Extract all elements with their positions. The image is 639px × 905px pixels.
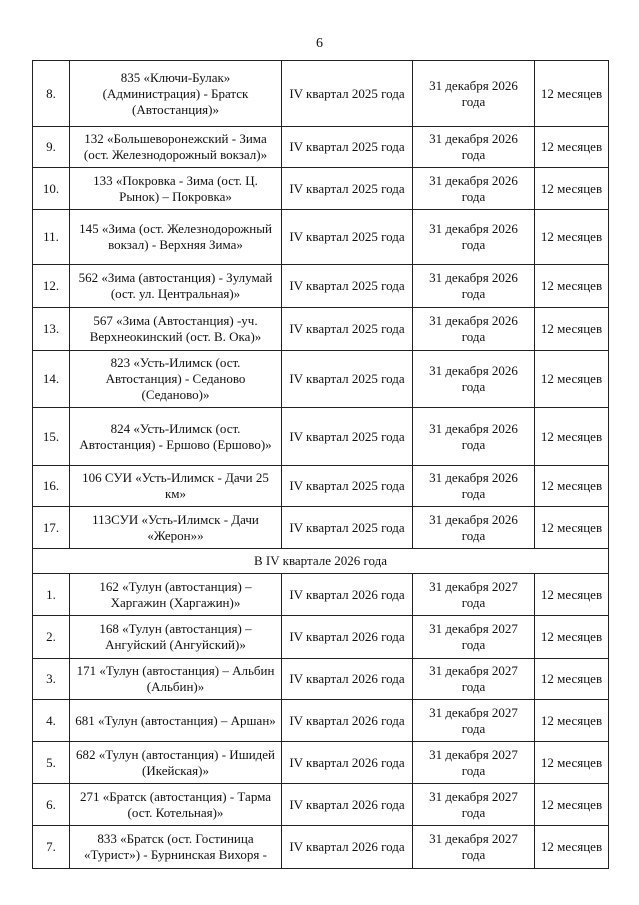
table-row <box>33 659 609 700</box>
deadline-cell: 31 декабря 2027 года <box>413 700 535 742</box>
deadline-cell: 31 декабря 2026 года <box>413 466 535 507</box>
table-row <box>33 265 609 308</box>
route-name: 133 «Покровка - Зима (ост. Ц. Рынок) – Покровка» <box>70 168 282 210</box>
row-number: 14. <box>33 351 70 408</box>
row-number: 7. <box>33 826 70 869</box>
quarter-cell: IV квартал 2025 года <box>282 127 413 168</box>
quarter-cell: IV квартал 2025 года <box>282 308 413 351</box>
deadline-cell: 31 декабря 2026 года <box>413 127 535 168</box>
route-name: 567 «Зима (Автостанция) -уч. Верхнеокинский (ост. В. Ока)» <box>70 308 282 351</box>
quarter-cell: IV квартал 2025 года <box>282 351 413 408</box>
route-name: 823 «Усть-Илимск (ост. Автостанция) - Седаново (Седаново)» <box>70 351 282 408</box>
route-name: 824 «Усть-Илимск (ост. Автостанция) - Ершово (Ершово)» <box>70 408 282 466</box>
route-name: 562 «Зима (автостанция) - Зулумай (ост. ул. Центральная)» <box>70 265 282 308</box>
deadline-cell: 31 декабря 2026 года <box>413 308 535 351</box>
quarter-cell: IV квартал 2026 года <box>282 700 413 742</box>
row-number: 1. <box>33 574 70 616</box>
route-name: 681 «Тулун (автостанция) – Аршан» <box>70 700 282 742</box>
row-number: 6. <box>33 784 70 826</box>
quarter-cell: IV квартал 2025 года <box>282 210 413 265</box>
row-number: 5. <box>33 742 70 784</box>
route-name: 271 «Братск (автостанция) - Тарма (ост. Котельная)» <box>70 784 282 826</box>
row-number: 11. <box>33 210 70 265</box>
term-cell: 12 месяцев <box>535 265 609 308</box>
deadline-cell: 31 декабря 2027 года <box>413 659 535 700</box>
routes-table <box>32 60 609 869</box>
route-name: 171 «Тулун (автостанция) – Альбин (Альбин)» <box>70 659 282 700</box>
route-name: 833 «Братск (ост. Гостиница «Турист») - Бурнинская Вихоря - <box>70 826 282 869</box>
row-number: 15. <box>33 408 70 466</box>
row-number: 2. <box>33 616 70 659</box>
deadline-cell: 31 декабря 2026 года <box>413 351 535 408</box>
quarter-cell: IV квартал 2025 года <box>282 466 413 507</box>
quarter-cell: IV квартал 2025 года <box>282 265 413 308</box>
route-name: 162 «Тулун (автостанция) – Харгажин (Харгажин)» <box>70 574 282 616</box>
table-row <box>33 574 609 616</box>
route-name: 835 «Ключи-Булак» (Администрация) - Братск (Автостанция)» <box>70 61 282 127</box>
term-cell: 12 месяцев <box>535 308 609 351</box>
row-number: 17. <box>33 507 70 549</box>
row-number: 9. <box>33 127 70 168</box>
term-cell: 12 месяцев <box>535 168 609 210</box>
table-row <box>33 826 609 869</box>
row-number: 8. <box>33 61 70 127</box>
table-row <box>33 742 609 784</box>
term-cell: 12 месяцев <box>535 700 609 742</box>
table-row <box>33 168 609 210</box>
row-number: 10. <box>33 168 70 210</box>
term-cell: 12 месяцев <box>535 466 609 507</box>
term-cell: 12 месяцев <box>535 351 609 408</box>
term-cell: 12 месяцев <box>535 127 609 168</box>
row-number: 13. <box>33 308 70 351</box>
row-number: 3. <box>33 659 70 700</box>
quarter-cell: IV квартал 2026 года <box>282 742 413 784</box>
route-name: 145 «Зима (ост. Железнодорожный вокзал) - Верхняя Зима» <box>70 210 282 265</box>
quarter-cell: IV квартал 2026 года <box>282 659 413 700</box>
quarter-cell: IV квартал 2025 года <box>282 168 413 210</box>
term-cell: 12 месяцев <box>535 61 609 127</box>
term-cell: 12 месяцев <box>535 210 609 265</box>
table-row <box>33 308 609 351</box>
table-row <box>33 507 609 549</box>
quarter-cell: IV квартал 2025 года <box>282 507 413 549</box>
route-name: 682 «Тулун (автостанция) - Ишидей (Икейская)» <box>70 742 282 784</box>
route-name: 132 «Большеворонежский - Зима (ост. Железнодорожный вокзал)» <box>70 127 282 168</box>
deadline-cell: 31 декабря 2026 года <box>413 507 535 549</box>
table-row <box>33 408 609 466</box>
term-cell: 12 месяцев <box>535 742 609 784</box>
table-row <box>33 351 609 408</box>
row-number: 4. <box>33 700 70 742</box>
quarter-cell: IV квартал 2026 года <box>282 616 413 659</box>
term-cell: 12 месяцев <box>535 616 609 659</box>
deadline-cell: 31 декабря 2026 года <box>413 265 535 308</box>
row-number: 16. <box>33 466 70 507</box>
term-cell: 12 месяцев <box>535 784 609 826</box>
route-name: 113СУИ «Усть-Илимск - Дачи «Жерон»» <box>70 507 282 549</box>
table-row <box>33 210 609 265</box>
deadline-cell: 31 декабря 2026 года <box>413 61 535 127</box>
deadline-cell: 31 декабря 2027 года <box>413 574 535 616</box>
page-number: 6 <box>316 36 323 51</box>
row-number: 12. <box>33 265 70 308</box>
term-cell: 12 месяцев <box>535 574 609 616</box>
term-cell: 12 месяцев <box>535 826 609 869</box>
table-row <box>33 127 609 168</box>
quarter-cell: IV квартал 2025 года <box>282 61 413 127</box>
deadline-cell: 31 декабря 2027 года <box>413 784 535 826</box>
deadline-cell: 31 декабря 2027 года <box>413 742 535 784</box>
quarter-cell: IV квартал 2026 года <box>282 826 413 869</box>
route-name: 106 СУИ «Усть-Илимск - Дачи 25 км» <box>70 466 282 507</box>
quarter-cell: IV квартал 2025 года <box>282 408 413 466</box>
section-row <box>33 549 609 574</box>
deadline-cell: 31 декабря 2027 года <box>413 616 535 659</box>
term-cell: 12 месяцев <box>535 659 609 700</box>
deadline-cell: 31 декабря 2026 года <box>413 408 535 466</box>
deadline-cell: 31 декабря 2026 года <box>413 168 535 210</box>
quarter-cell: IV квартал 2026 года <box>282 784 413 826</box>
table-row <box>33 616 609 659</box>
section-title: В IV квартале 2026 года <box>33 549 609 574</box>
deadline-cell: 31 декабря 2026 года <box>413 210 535 265</box>
quarter-cell: IV квартал 2026 года <box>282 574 413 616</box>
table-row <box>33 61 609 127</box>
route-name: 168 «Тулун (автостанция) – Ангуйский (Ангуйский)» <box>70 616 282 659</box>
term-cell: 12 месяцев <box>535 507 609 549</box>
table-row <box>33 700 609 742</box>
table-row <box>33 784 609 826</box>
deadline-cell: 31 декабря 2027 года <box>413 826 535 869</box>
table-row <box>33 466 609 507</box>
term-cell: 12 месяцев <box>535 408 609 466</box>
